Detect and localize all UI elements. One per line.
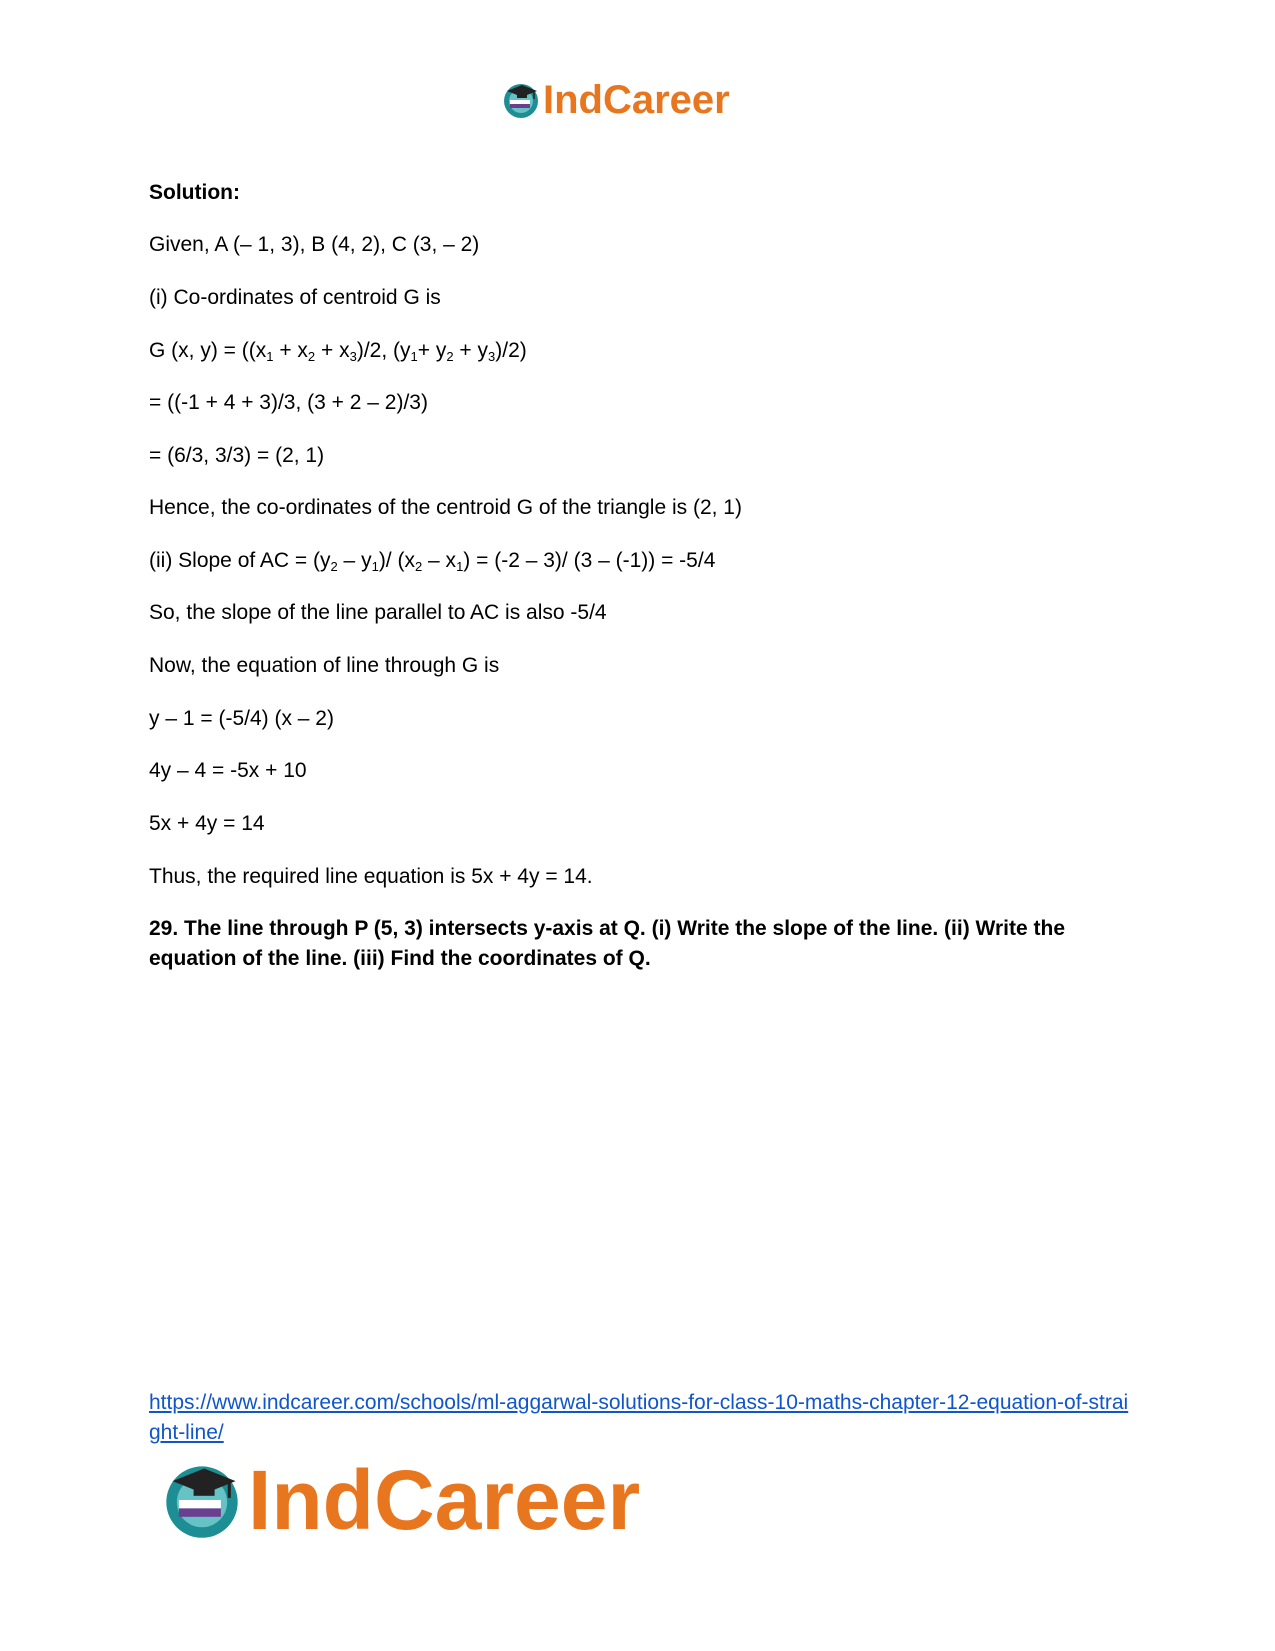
graduation-globe-icon (501, 80, 541, 120)
step-1: = ((-1 + 4 + 3)/3, (3 + 2 – 2)/3) (149, 391, 428, 414)
logo-wordmark: IndCareer (248, 1453, 641, 1547)
source-link[interactable]: https://www.indcareer.com/schools/ml-aggarwal-solutions-for-class-10-maths-chapter-12-equation-of-straight-line/ (149, 1391, 1129, 1444)
formula-text: + y (453, 339, 489, 362)
slope-formula (149, 546, 715, 576)
given-text: Given, A (– 1, 3), B (4, 2), C (3, – 2) (149, 233, 480, 256)
slope-text: (ii) Slope of AC = (y (149, 549, 331, 572)
formula-text: + y (417, 339, 447, 362)
formula-text: G (x, y) = ((x (149, 339, 267, 362)
hence-text: Hence, the co-ordinates of the centroid G of the triangle is (2, 1) (149, 496, 742, 519)
formula-sub: 2 (446, 349, 454, 364)
equation-2: 4y – 4 = -5x + 10 (149, 759, 307, 782)
graduation-globe-icon (160, 1458, 244, 1542)
parallel-text: So, the slope of the line parallel to AC is also -5/4 (149, 601, 607, 624)
formula-text: + x (273, 339, 308, 362)
part-i-title: (i) Co-ordinates of centroid G is (149, 286, 441, 309)
slope-sub: 1 (456, 559, 464, 574)
slope-sub: 1 (371, 559, 379, 574)
footer-logo (160, 1453, 641, 1547)
formula-sub: 3 (349, 349, 357, 364)
solution-heading: Solution: (149, 181, 240, 204)
logo-wordmark: IndCareer (543, 78, 730, 122)
formula-sub: 1 (266, 349, 274, 364)
equation-3: 5x + 4y = 14 (149, 812, 265, 835)
formula-text: )/2) (495, 339, 527, 362)
question-29: 29. The line through P (5, 3) intersects y-axis at Q. (i) Write the slope of the line. (ii) Write the equation of the line. (iii) Find the coordinates of Q. (149, 917, 1066, 970)
formula-sub: 3 (488, 349, 496, 364)
formula-text: + x (315, 339, 350, 362)
now-text: Now, the equation of line through G is (149, 654, 500, 677)
formula-sub: 2 (307, 349, 316, 364)
formula-text: )/2, (y (356, 339, 411, 362)
slope-sub: 2 (414, 559, 423, 574)
slope-text: – x (422, 549, 457, 572)
header-logo (501, 80, 730, 120)
step-2: = (6/3, 3/3) = (2, 1) (149, 444, 325, 467)
slope-text: – y (337, 549, 372, 572)
thus-text: Thus, the required line equation is 5x + 4y = 14. (149, 865, 593, 888)
slope-sub: 2 (330, 559, 338, 574)
equation-1: y – 1 = (-5/4) (x – 2) (149, 707, 334, 730)
slope-text: ) = (-2 – 3)/ (3 – (-1)) = -5/4 (463, 549, 716, 572)
formula-sub: 1 (410, 349, 418, 364)
centroid-formula (149, 336, 527, 366)
slope-text: )/ (x (378, 549, 415, 572)
